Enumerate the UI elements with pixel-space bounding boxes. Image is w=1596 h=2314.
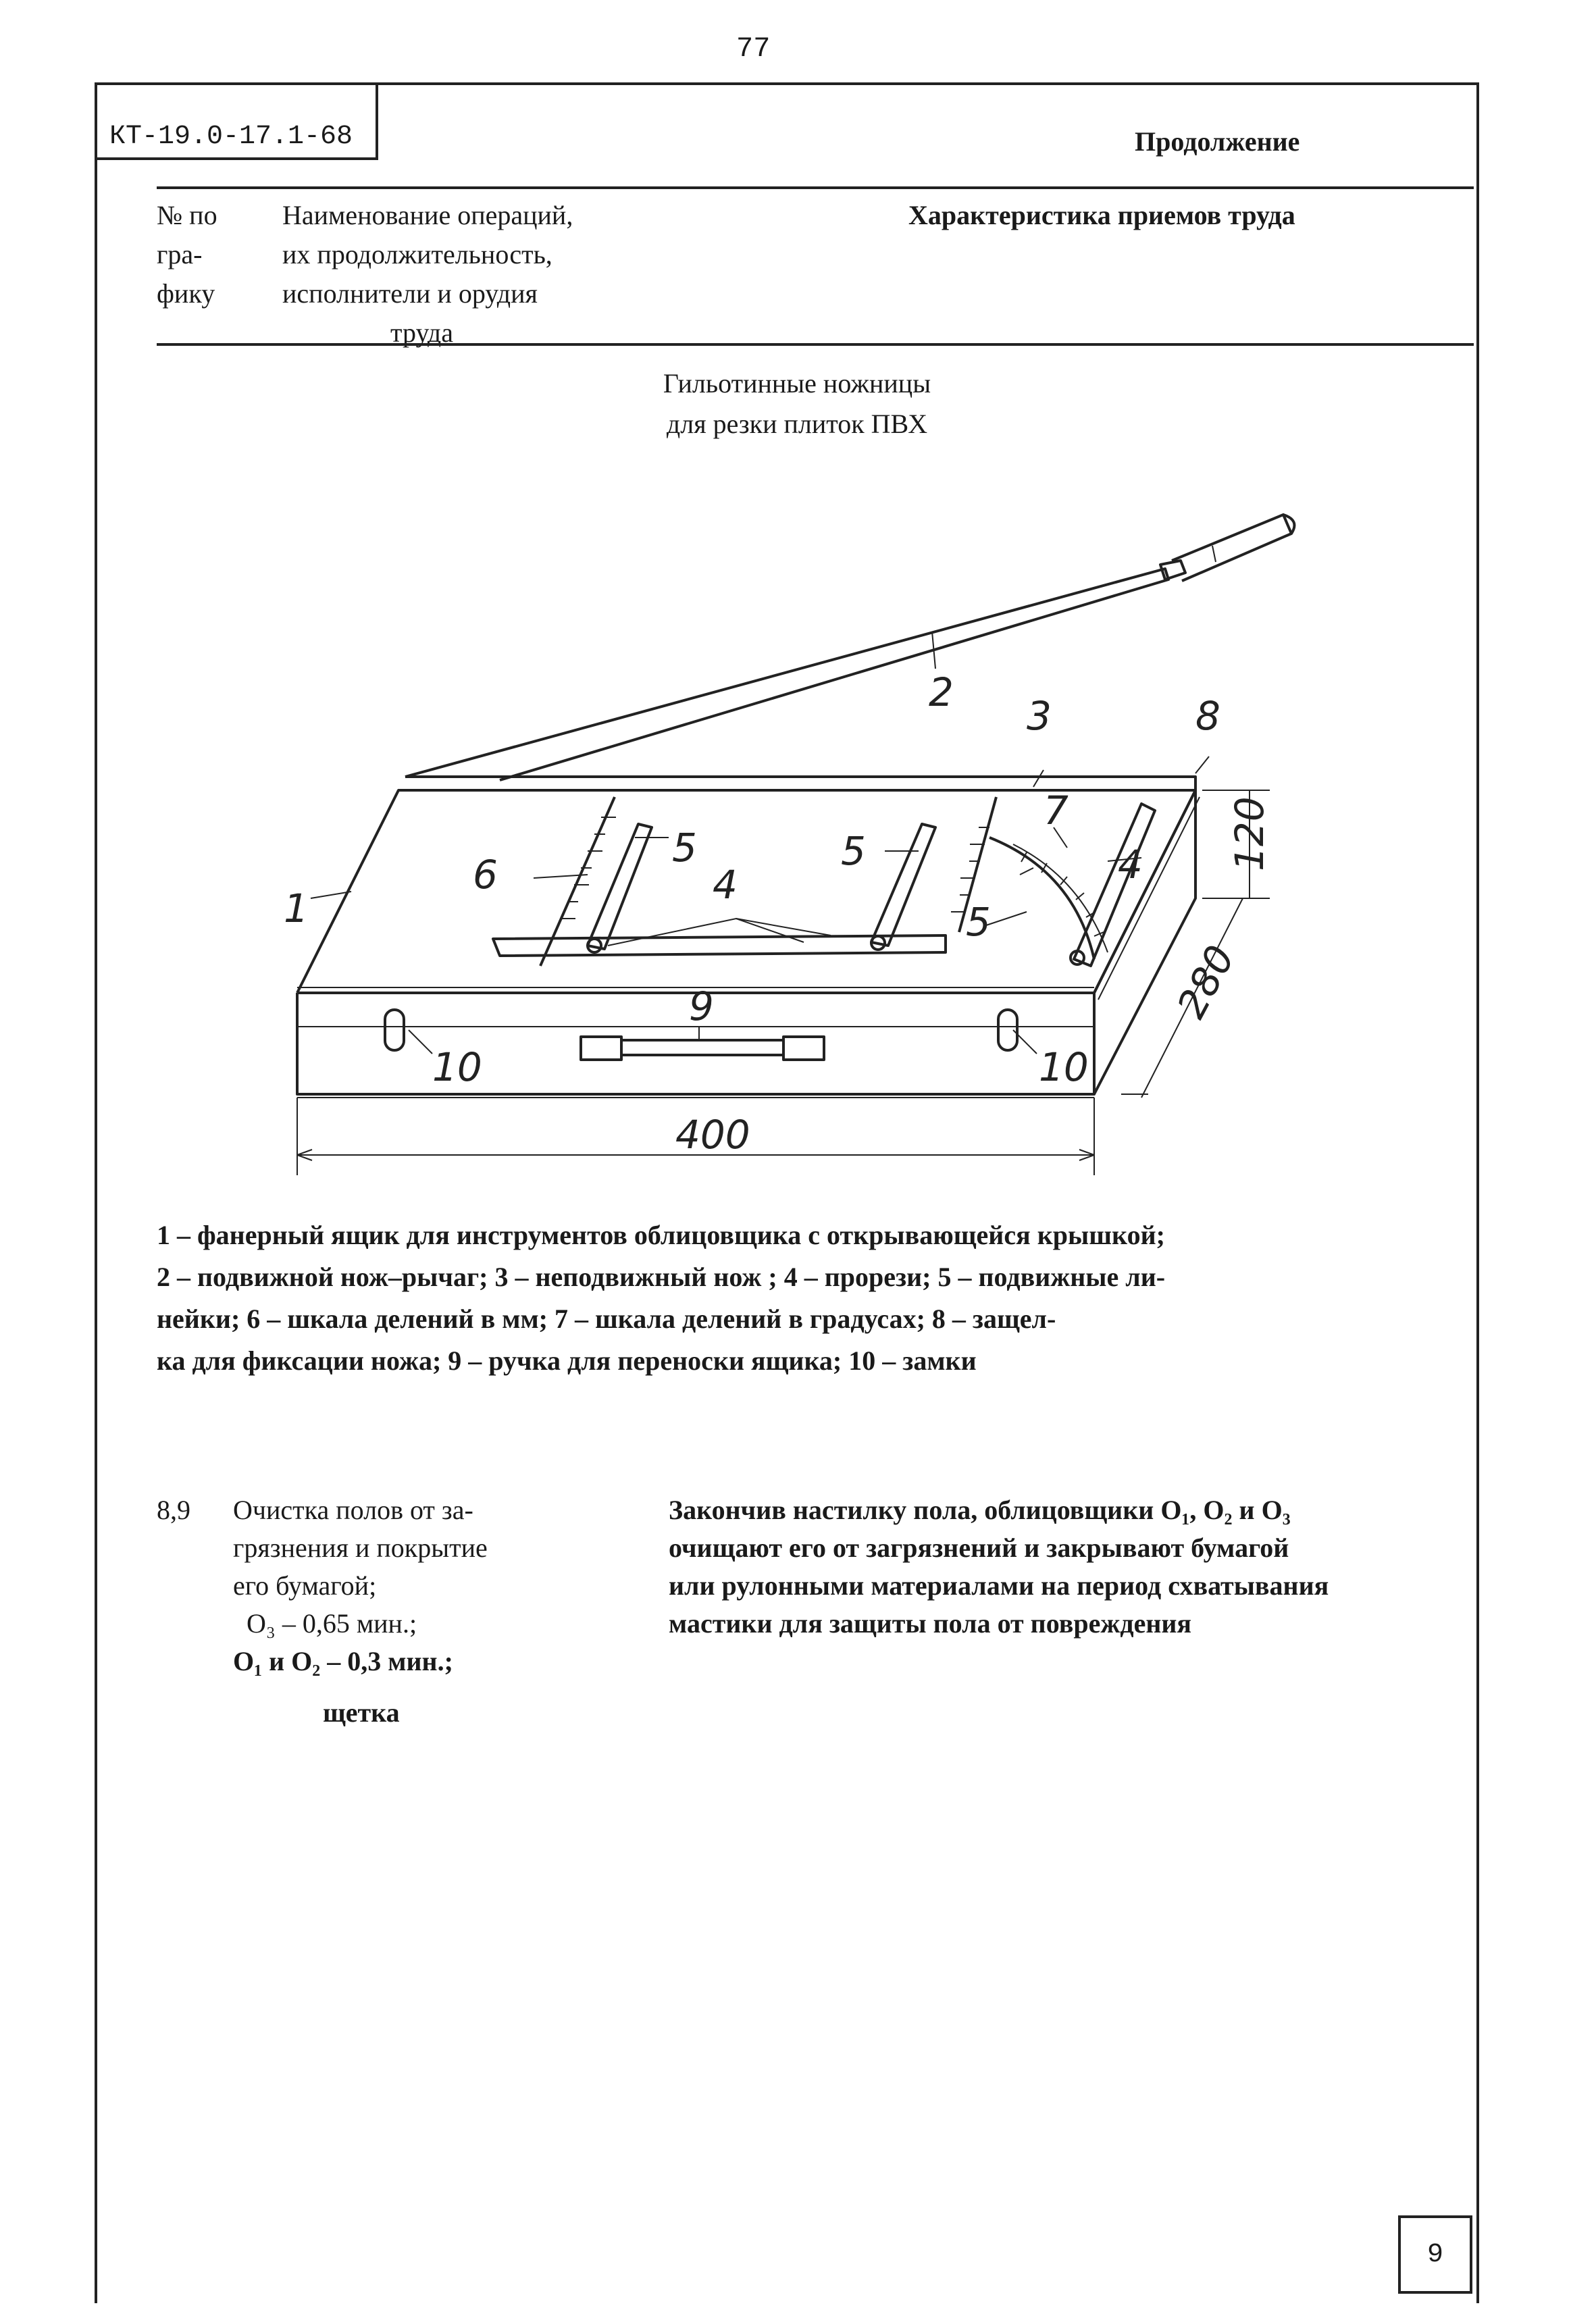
label-2: 2: [929, 669, 954, 715]
row-operation-line: его бумагой;: [233, 1570, 377, 1601]
header-col-number-line: № по: [157, 200, 217, 230]
figure-caption-line: Гильотинные ножницы: [663, 368, 931, 398]
row-description-line: очищают его от загрязнений и закрывают бумагой: [669, 1533, 1289, 1563]
row-operation: [233, 1491, 488, 1680]
header-col-operation-line: Наименование операций,: [282, 200, 573, 230]
dimension-width: 400: [675, 1112, 750, 1158]
row-description-line: Закончив настилку пола, облицовщики О₁, О₂ и О₃: [669, 1495, 1291, 1525]
label-4-cutouts: 4: [713, 862, 738, 908]
label-5-ruler-left: 5: [672, 825, 697, 871]
label-5-ruler-right: 5: [966, 899, 991, 945]
page-number: 77: [736, 32, 771, 65]
header-col-operation-line: их продолжительность,: [282, 239, 552, 269]
row-operation-line: Очистка полов от за-: [233, 1495, 473, 1525]
legend-line: ка для фиксации ножа; 9 – ручка для переноски ящика; 10 – замки: [157, 1345, 977, 1376]
header-col-characteristic: Характеристика приемов труда: [908, 200, 1295, 230]
legend-line: 1 – фанерный ящик для инструментов облицовщика с открывающейся крышкой;: [157, 1220, 1165, 1250]
legend-line: 2 – подвижной нож–рычаг; 3 – неподвижный нож ; 4 – прорези; 5 – подвижные ли-: [157, 1262, 1166, 1292]
row-operation-line: грязнения и покрытие: [233, 1533, 488, 1563]
dimension-depth: 280: [1168, 937, 1244, 1026]
label-9: 9: [689, 983, 714, 1029]
label-10-right: 10: [1039, 1044, 1089, 1090]
label-7: 7: [1044, 788, 1069, 833]
row-time-o1-o2: О₁ и О₂ – 0,3 мин.;: [233, 1646, 453, 1676]
row-description: [669, 1491, 1329, 1643]
doc-code: КТ-19.0-17.1-68: [109, 122, 353, 152]
continuation-label: Продолжение: [1135, 126, 1300, 157]
figure-caption-line: для резки плиток ПВХ: [666, 409, 928, 439]
label-6: 6: [473, 852, 498, 898]
header-col-number-line: гра-: [157, 239, 203, 269]
figure-legend: [157, 1214, 1440, 1382]
row-number: 8,9: [157, 1495, 190, 1525]
sheet-number: 9: [1398, 2215, 1472, 2294]
label-4-angle: 4: [1118, 842, 1143, 888]
label-5-ruler-mid: 5: [841, 828, 866, 874]
header-col-operation-line: труда: [390, 317, 454, 348]
header-col-operation-line: исполнители и орудия: [282, 278, 538, 309]
row-description-line: или рулонными материалами на период схватывания: [669, 1570, 1329, 1601]
legend-line: нейки; 6 – шкала делений в мм; 7 – шкала делений в градусах; 8 – защел-: [157, 1304, 1056, 1334]
header-col-number-line: фику: [157, 278, 215, 309]
label-10-left: 10: [432, 1044, 482, 1090]
label-3: 3: [1027, 693, 1052, 739]
row-tool: щетка: [323, 1697, 400, 1728]
label-1: 1: [284, 885, 309, 931]
label-8: 8: [1195, 693, 1220, 739]
row-description-line: мастики для защиты пола от повреждения: [669, 1608, 1192, 1639]
row-time-o3: О₃ – 0,65 мин.;: [247, 1608, 417, 1639]
dimension-height: 120: [1227, 796, 1272, 871]
